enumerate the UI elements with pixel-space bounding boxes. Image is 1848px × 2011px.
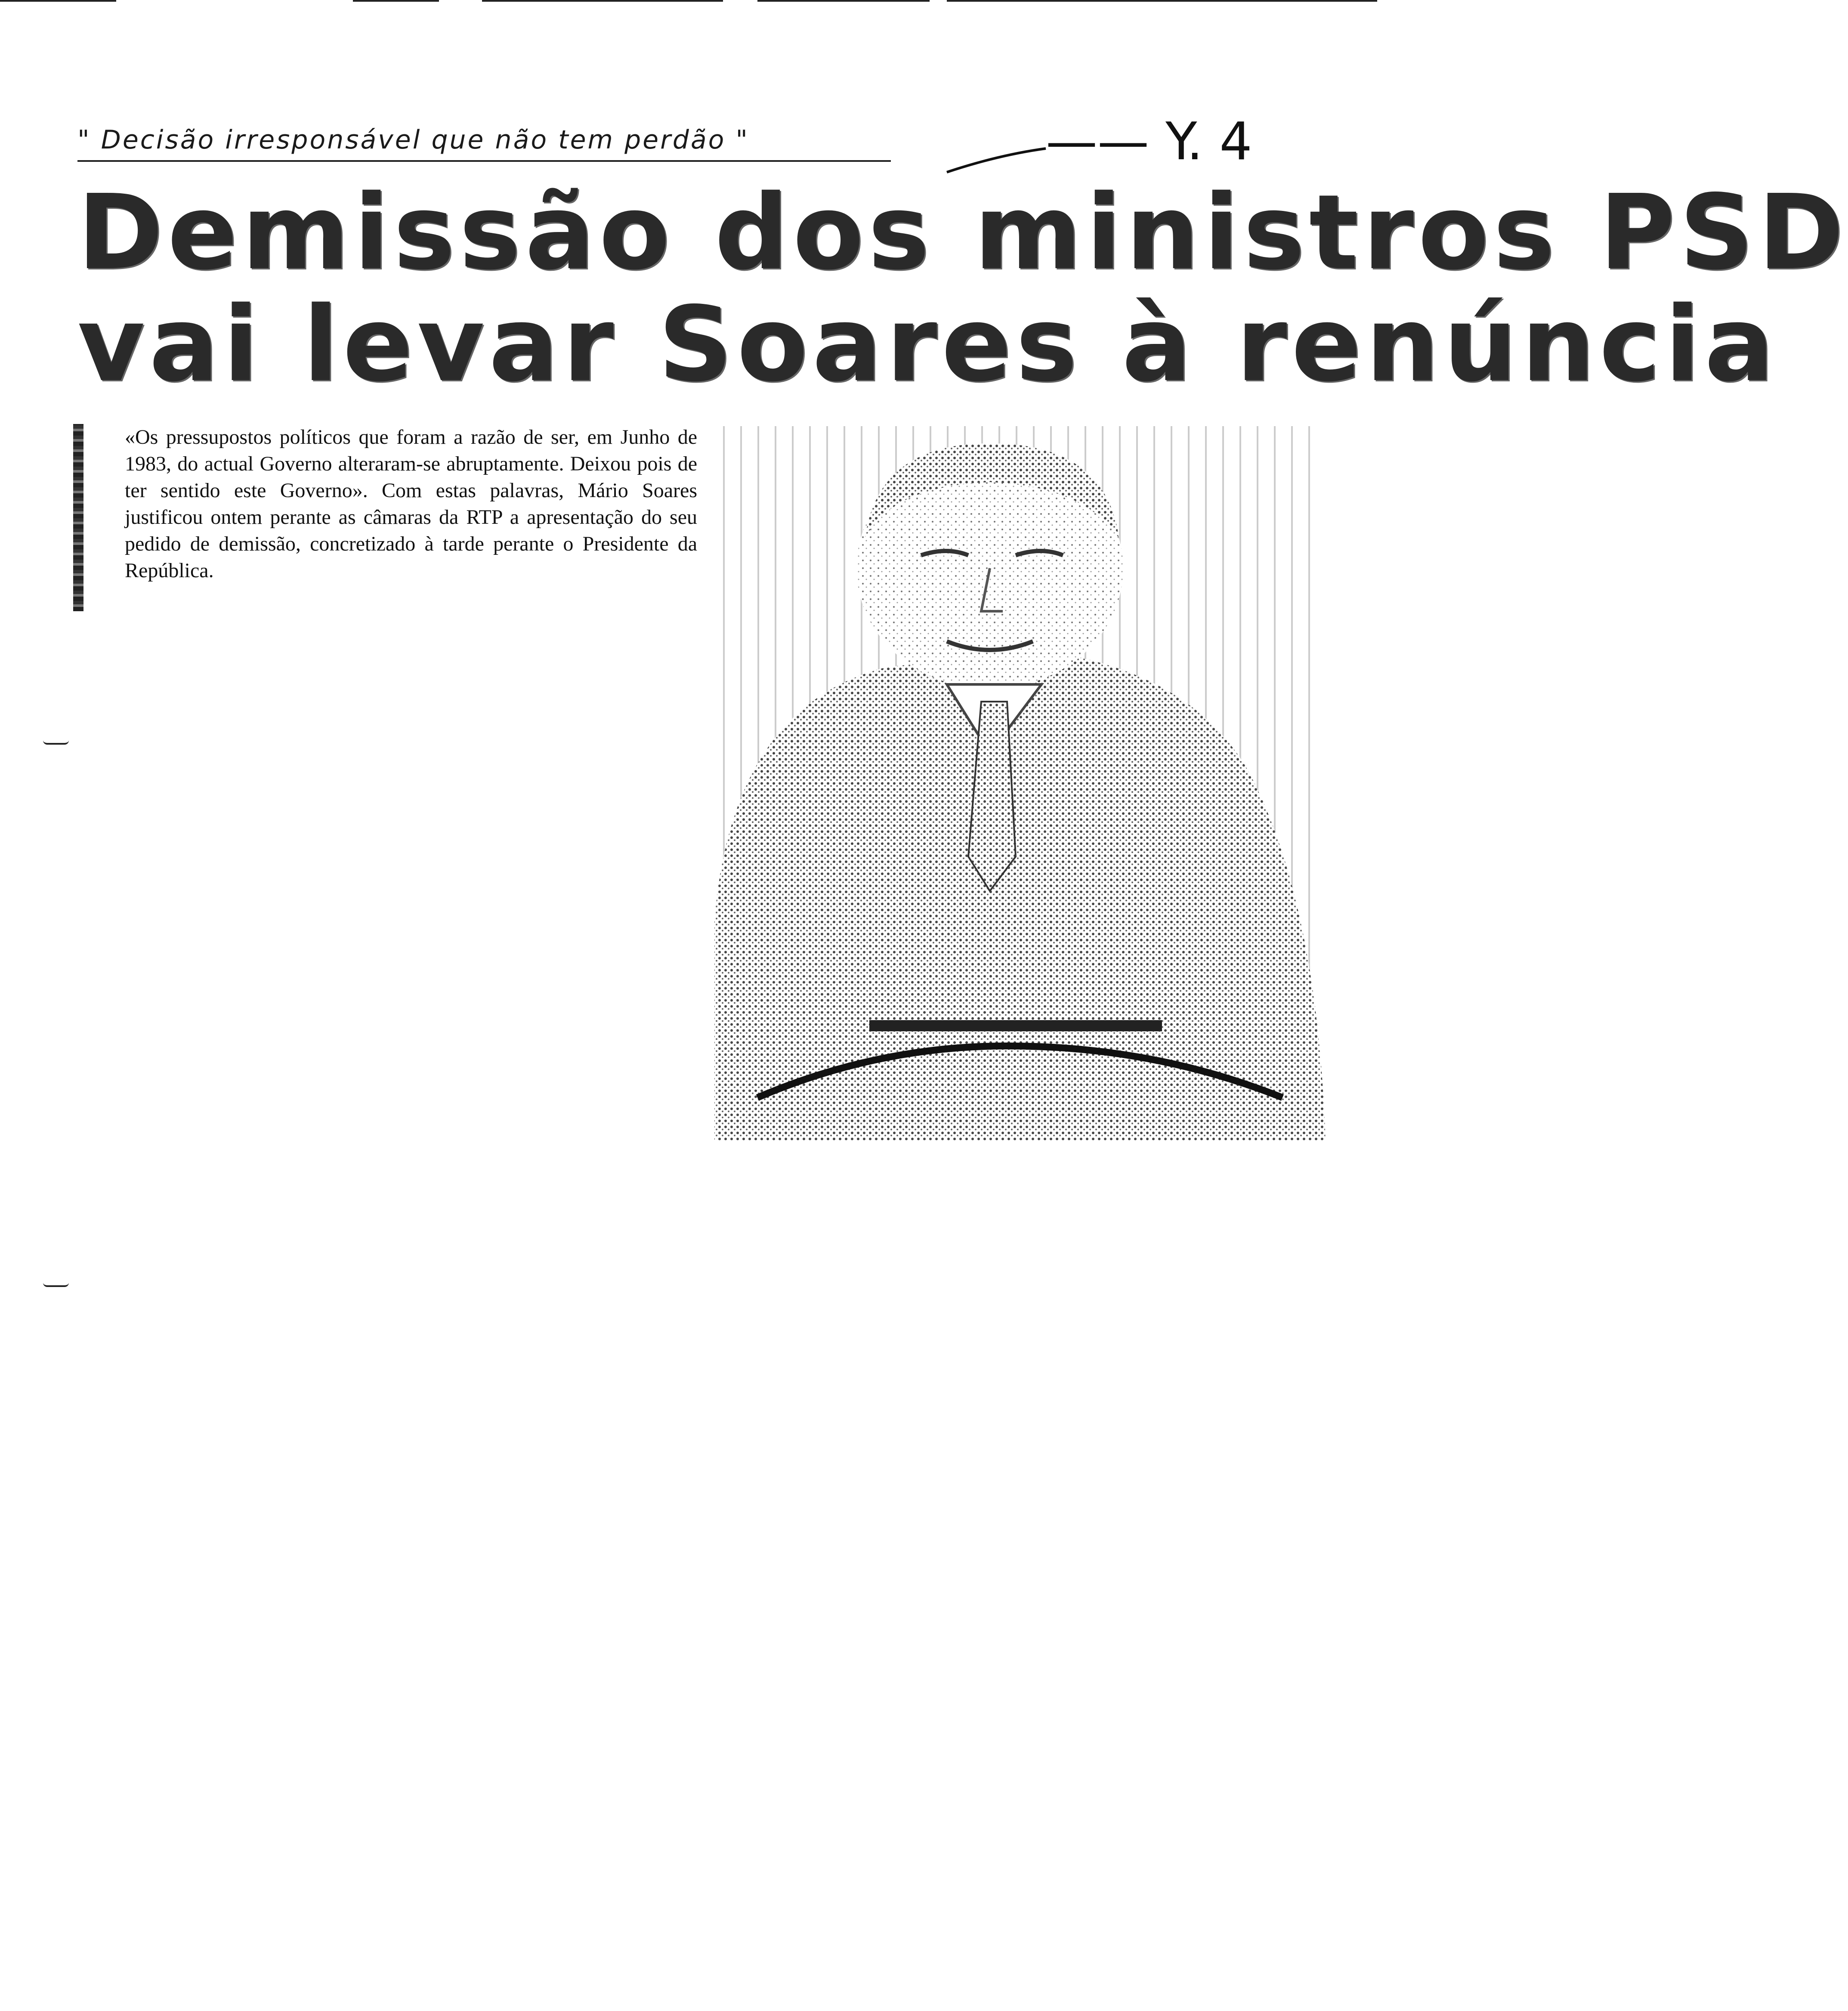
scan-artifact-line	[482, 0, 723, 2]
headline-line-2: vai levar Soares à renúncia	[77, 284, 1779, 405]
edge-punch-mark	[43, 1283, 69, 1287]
scan-artifact-line	[757, 0, 930, 2]
scan-artifact-line	[0, 0, 116, 2]
headline-line-1: Demissão dos ministros PSD	[77, 172, 1848, 293]
article-lead-paragraph: «Os pressupostos políticos que foram a razão de ser, em Junho de 1983, do actual Governo alteraram-se abruptamente. Deixou pois de ter sentido este Governo». Com estas palavras, Mário Soares justificou ontem perante as câmaras da RTP a apresentação do seu pedido de demissão, concretizado à tarde perante o Presidente da República.	[125, 426, 697, 582]
handwritten-note-text: —— Y. 4	[1046, 112, 1252, 172]
kicker-underline	[77, 160, 891, 162]
article-kicker: " Decisão irresponsável que não tem perdão "	[77, 125, 749, 155]
edge-punch-mark	[43, 740, 69, 745]
lead-side-bar	[73, 424, 83, 611]
scan-artifact-line	[353, 0, 439, 2]
article-photo	[706, 426, 1334, 1149]
scan-artifact-line	[947, 0, 1377, 2]
